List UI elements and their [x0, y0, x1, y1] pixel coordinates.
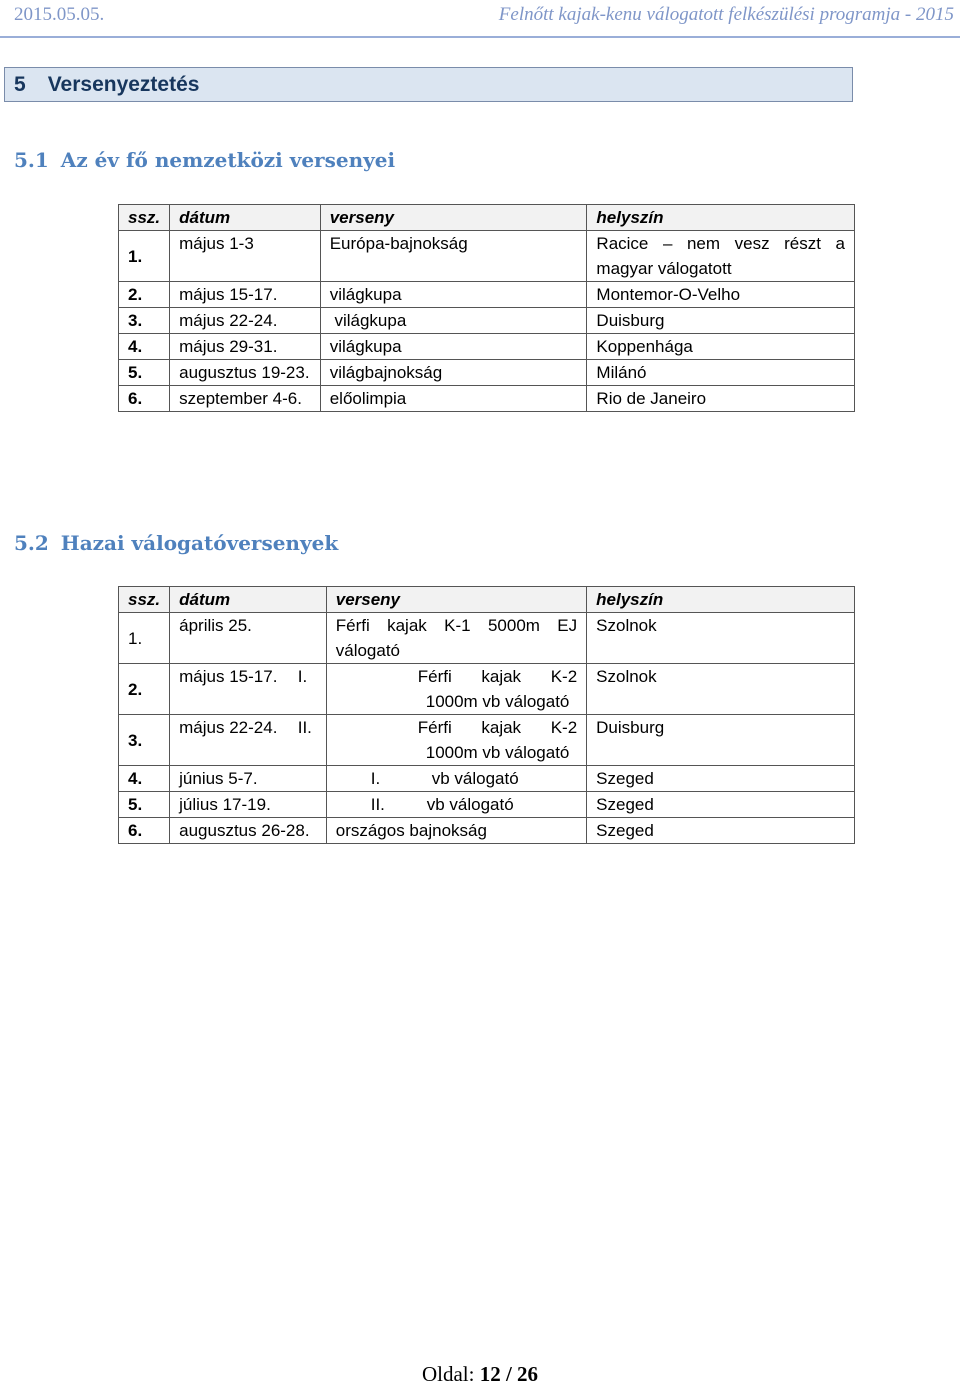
- col-verseny: verseny: [326, 587, 586, 613]
- row-venue: Koppenhága: [587, 334, 855, 360]
- row-date: szeptember 4-6.: [170, 386, 321, 412]
- row-venue: Duisburg: [587, 308, 855, 334]
- row-date: május 29-31.: [170, 334, 321, 360]
- row-event: világkupa: [320, 282, 587, 308]
- table-row: [119, 231, 855, 282]
- section-number: 5.1: [14, 148, 49, 172]
- col-verseny: verseny: [320, 205, 587, 231]
- row-date: május 22-24.: [170, 715, 327, 766]
- col-ssz: ssz.: [119, 587, 170, 613]
- row-venue: Szolnok: [587, 613, 855, 664]
- row-venue: Szeged: [587, 792, 855, 818]
- intl-competitions-table: [118, 204, 855, 412]
- row-date: május 22-24.: [170, 308, 321, 334]
- page-total: 26: [517, 1362, 539, 1386]
- section-heading-intl: [14, 148, 395, 172]
- round-number: I.: [370, 769, 381, 788]
- row-number: 6.: [119, 386, 170, 412]
- table-row: [119, 664, 855, 715]
- row-venue: Szeged: [587, 766, 855, 792]
- section-number: 5.2: [14, 531, 49, 555]
- row-event: [326, 766, 586, 792]
- row-date: július 17-19.: [170, 792, 327, 818]
- row-date: augusztus 19-23.: [170, 360, 321, 386]
- row-number: 2.: [119, 664, 170, 715]
- table-row: [119, 308, 855, 334]
- row-event: [326, 792, 586, 818]
- col-helyszin: helyszín: [587, 587, 855, 613]
- chapter-title: Versenyeztetés: [47, 72, 200, 96]
- domestic-trials-table: [118, 586, 855, 844]
- row-date: április 25.: [170, 613, 327, 664]
- row-date: május 1-3: [170, 231, 321, 282]
- row-number: 5.: [119, 792, 170, 818]
- section-title: Az év fő nemzetközi versenyei: [60, 148, 396, 172]
- round-number: II.: [297, 718, 312, 737]
- event-name: vb válogató: [426, 795, 514, 814]
- row-event: [297, 715, 586, 766]
- row-number: 5.: [119, 360, 170, 386]
- row-event: [297, 664, 586, 715]
- event-name: Férfi kajak K-2 1000m vb válogató: [417, 667, 578, 711]
- header-title: Felnőtt kajak-kenu válogatott felkészülési programja - 2015: [498, 4, 954, 25]
- col-helyszin: helyszín: [587, 205, 855, 231]
- row-number: 1.: [119, 613, 170, 664]
- row-venue: Montemor-O-Velho: [587, 282, 855, 308]
- table-header-row: [119, 205, 855, 231]
- row-number: 4.: [119, 766, 170, 792]
- header-divider: [0, 36, 960, 38]
- row-venue: Racice – nem vesz részt a magyar válogatott: [587, 231, 855, 282]
- row-event: Férfi kajak K-1 5000m EJ válogató: [326, 613, 586, 664]
- table-row: [119, 715, 855, 766]
- chapter-heading: [4, 67, 853, 102]
- row-date: május 15-17.: [170, 664, 327, 715]
- round-number: II.: [370, 795, 385, 814]
- table-row: [119, 792, 855, 818]
- table-row: [119, 334, 855, 360]
- table-row: [119, 766, 855, 792]
- row-number: 6.: [119, 818, 170, 844]
- page-separator: /: [505, 1362, 512, 1386]
- row-date: augusztus 26-28.: [170, 818, 327, 844]
- chapter-number: 5: [14, 72, 26, 96]
- round-number: I.: [297, 667, 308, 686]
- row-number: 4.: [119, 334, 170, 360]
- row-event: előolimpia: [320, 386, 587, 412]
- table-row: [119, 613, 855, 664]
- row-number: 3.: [119, 715, 170, 766]
- col-datum: dátum: [170, 587, 327, 613]
- row-date: június 5-7.: [170, 766, 327, 792]
- row-number: 3.: [119, 308, 170, 334]
- event-name: Férfi kajak K-2 1000m vb válogató: [417, 718, 578, 762]
- row-event: világkupa: [320, 334, 587, 360]
- table-row: [119, 386, 855, 412]
- col-datum: dátum: [170, 205, 321, 231]
- page-footer: [0, 1362, 960, 1387]
- table-row: [119, 818, 855, 844]
- section-title: Hazai válogatóversenyek: [60, 531, 339, 555]
- row-event: világkupa: [320, 308, 587, 334]
- event-name: vb válogató: [431, 769, 519, 788]
- row-venue: Rio de Janeiro: [587, 386, 855, 412]
- row-event: Európa-bajnokság: [320, 231, 587, 282]
- header-date: 2015.05.05.: [14, 4, 105, 25]
- col-ssz: ssz.: [119, 205, 170, 231]
- table-header-row: [119, 587, 855, 613]
- table-row: [119, 282, 855, 308]
- row-number: 2.: [119, 282, 170, 308]
- row-venue: Szeged: [587, 818, 855, 844]
- section-heading-domestic: [14, 531, 338, 555]
- page-label: Oldal:: [421, 1362, 475, 1386]
- row-number: 1.: [119, 231, 170, 282]
- row-event: világbajnokság: [320, 360, 587, 386]
- table-row: [119, 360, 855, 386]
- row-venue: Szolnok: [587, 664, 855, 715]
- row-venue: Milánó: [587, 360, 855, 386]
- page-current: 12: [479, 1362, 501, 1386]
- row-event: országos bajnokság: [326, 818, 586, 844]
- row-venue: Duisburg: [587, 715, 855, 766]
- row-date: május 15-17.: [170, 282, 321, 308]
